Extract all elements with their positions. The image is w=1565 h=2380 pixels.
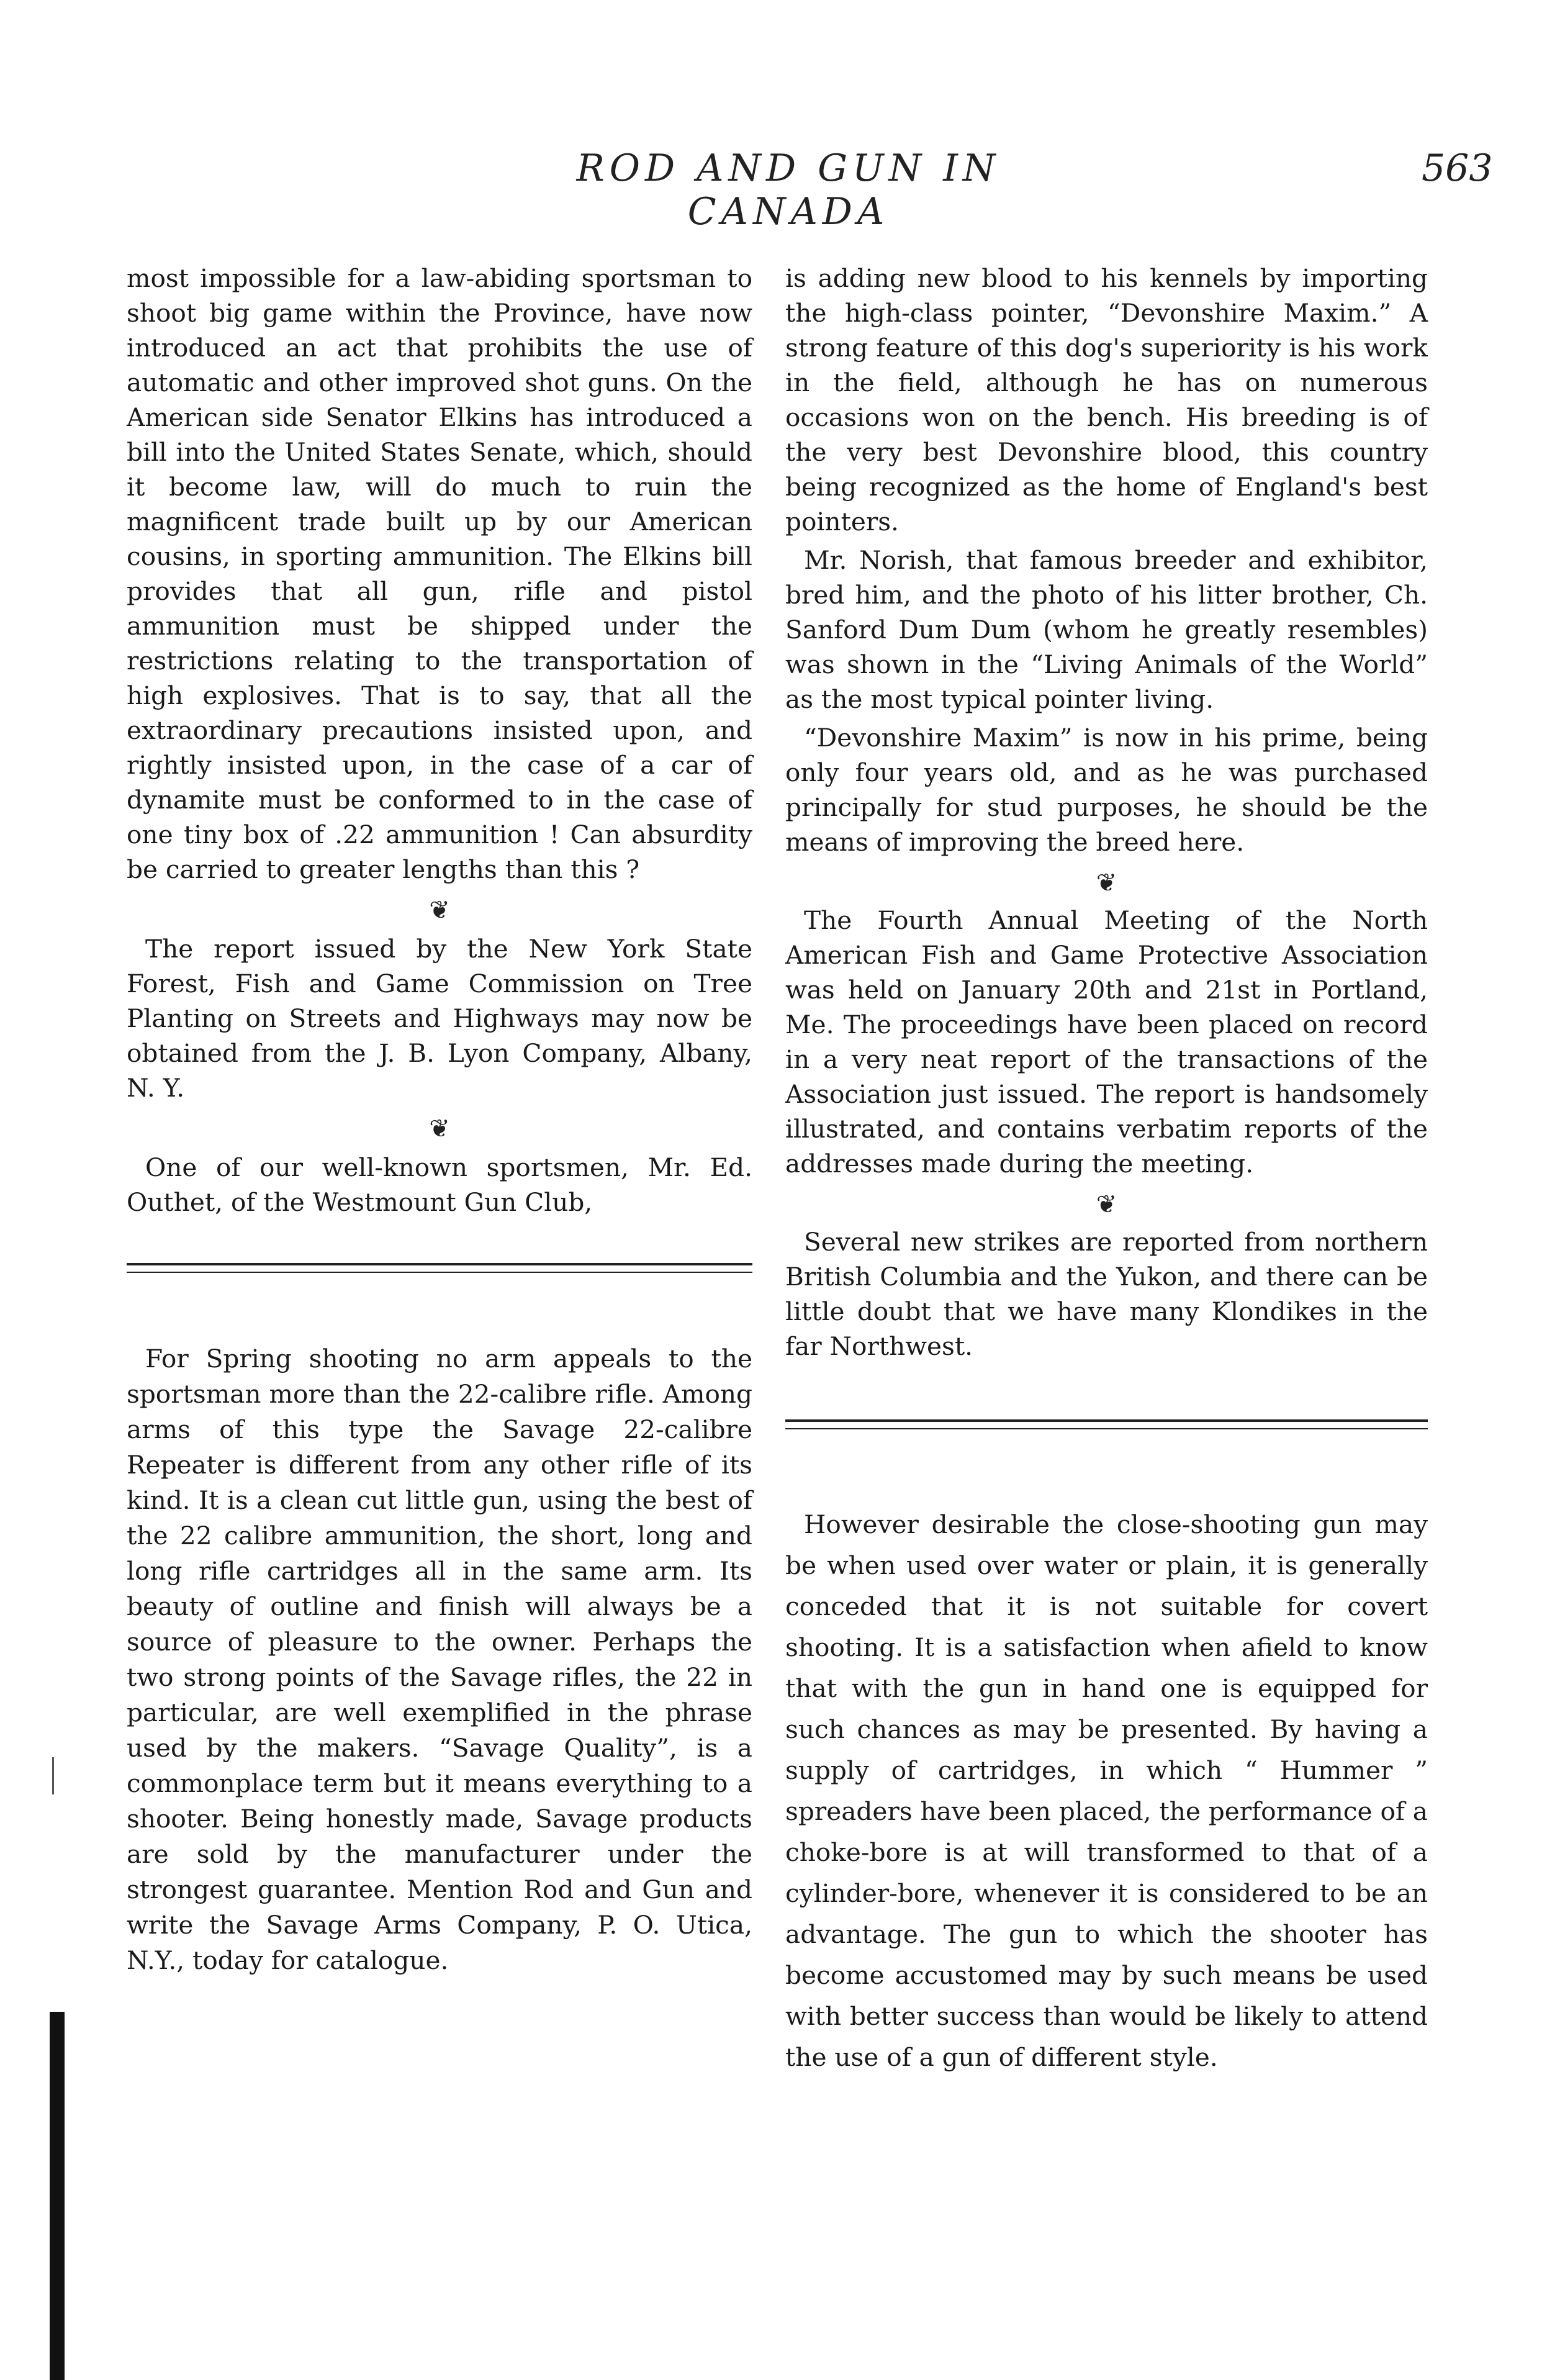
running-title: ROD AND GUN IN CANADA: [576, 147, 1001, 233]
savage-rifle-advert: For Spring shooting no arm appeals to the sportsman more than the 22-calibre rifle. Among arms of this type the Savage 22-calibre Repeater is different from any other rifle of its kind. It is a clean cut little gun, using the best of the 22 calibre ammunition, the short, long and long rifle cartridges all in the same arm. Its beauty of outline and finish will always be a source of pleasure to the owner. Perhaps the two strong points of the Savage rifles, the 22 in particular, are well exemplified in the phrase used by the makers. “Savage Quality”, is a commonplace term but it means everything to a shooter. Being honestly made, Savage products are sold by the manufacturer under the strongest guarantee. Mention Rod and Gun and write the Savage Arms Company, P. O. Utica, N.Y., today for catalogue.: [127, 1344, 752, 1975]
scan-binding-edge: [50, 2012, 65, 2380]
article-elkins-bill: most impossible for a law-abiding sportsman to shoot big game within the Province, have now introduced an act that prohibits the use of automatic and other improved shot guns. On the American side Senator Elkins has introduced a bill into the United States Senate, which, should it become law, will do much to ruin the magnificent trade built up by our American cousins, in sporting ammunition. The Elkins bill provides that all gun, rifle and pistol ammunition must be shipped under the restrictions relating to the transportation of high explosives. That is to say, that all the extraordinary precautions insisted upon, and rightly insisted upon, in the case of a car of dynamite must be conformed to in the case of one tiny box of .22 ammunition ! Can absurdity be carried to greater lengths than this ?: [127, 263, 752, 884]
article-devonshire-maxim: is adding new blood to his kennels by importing the high-class pointer, “Devonshire Maxim.” A strong feature of this dog's superiority is his work in the field, although he has on numerous occasions won on the bench. His breeding is of the very best Devonshire blood, this country being recognized as the home of England's best pointers.: [785, 263, 1428, 536]
article-tree-planting-report: The report issued by the New York State Forest, Fish and Game Commission on Tree Planting on Streets and Highways may now be obtained from the J. B. Lyon Company, Albany, N. Y.: [127, 934, 752, 1103]
article-new-strikes: Several new strikes are reported from northern British Columbia and the Yukon, and there can be little doubt that we have many Klondikes in the far Northwest.: [785, 1227, 1428, 1361]
article-norish-paragraph: Mr. Norish, that famous breeder and exhibitor, bred him, and the photo of his litter brother, Ch. Sanford Dum Dum (whom he greatly resembles) was shown in the “Living Animals of the World” as the most typical pointer living.: [785, 545, 1428, 714]
page-header: [0, 147, 1565, 233]
fleuron-divider: ❦: [429, 1115, 450, 1143]
hummer-spreaders-advert: However desirable the close-shooting gun may be when used over water or plain, it is generally conceded that it is not suitable for covert shooting. It is a satisfaction when afield to know that with the gun in hand one is equipped for such chances as may be presented. By having a supply of cartridges, in which “ Hummer ” spreaders have been placed, the performance of a choke-bore is at will transformed to that of a cylinder-bore, whenever it is considered to be an advantage. The gun to which the shooter has become accustomed may by such means be used with better success than would be likely to attend the use of a gun of different style.: [785, 1509, 1428, 2072]
fleuron-divider: ❦: [1096, 1190, 1117, 1219]
fleuron-divider: ❦: [429, 896, 450, 925]
fleuron-divider: ❦: [1096, 869, 1117, 897]
scan-margin-mark: [52, 1757, 54, 1794]
left-column: [127, 261, 752, 1978]
section-rule: [127, 1263, 752, 1273]
article-maxim-prime-paragraph: “Devonshire Maxim” is now in his prime, being only four years old, and as he was purchased principally for stud purposes, he should be the means of improving the breed here.: [785, 723, 1428, 857]
page-number: 563: [1422, 147, 1493, 190]
section-rule: [785, 1419, 1428, 1429]
article-outhet-intro: One of our well-known sportsmen, Mr. Ed. Outhet, of the Westmount Gun Club,: [127, 1152, 752, 1217]
right-column: [785, 261, 1428, 2078]
article-annual-meeting: The Fourth Annual Meeting of the North American Fish and Game Protective Association was held on January 20th and 21st in Portland, Me. The proceedings have been placed on record in a very neat report of the transactions of the Association just issued. The report is handsomely illustrated, and contains verbatim reports of the addresses made during the meeting.: [785, 905, 1428, 1179]
